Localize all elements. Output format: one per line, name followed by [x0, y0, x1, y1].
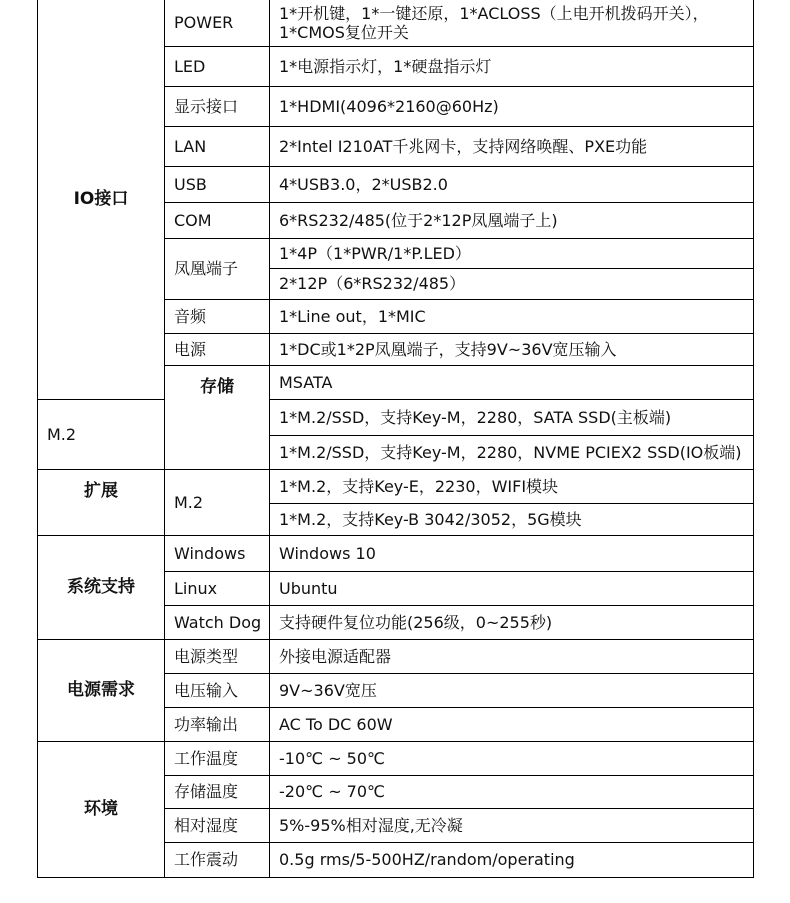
- section-power: 电源需求: [38, 639, 165, 741]
- row-value: -20℃ ~ 70℃: [270, 775, 754, 808]
- section-io: IO接口: [38, 0, 165, 399]
- row-value: 1*4P（1*PWR/1*P.LED）: [270, 238, 754, 268]
- section-expansion: 扩展: [38, 469, 165, 535]
- row-value: 1*M.2/SSD，支持Key-M，2280，SATA SSD(主板端): [270, 399, 754, 435]
- row-value: 1*M.2，支持Key-E，2230，WIFI模块: [270, 469, 754, 503]
- table-row: [38, 639, 754, 673]
- table-row: [38, 741, 754, 775]
- row-value: 1*HDMI(4096*2160@60Hz): [270, 86, 754, 126]
- row-value: 支持硬件复位功能(256级，0~255秒): [270, 605, 754, 639]
- row-label: 电压输入: [165, 673, 270, 707]
- row-value: 1*开机键，1*一键还原，1*ACLOSS（上电开机拨码开关），1*CMOS复位开关: [270, 0, 754, 46]
- row-label: M.2: [38, 399, 165, 469]
- row-value: 5%-95%相对湿度,无冷凝: [270, 808, 754, 842]
- row-label: MSATA: [270, 365, 754, 399]
- spec-table: [37, 0, 754, 878]
- row-value: 1*电源指示灯，1*硬盘指示灯: [270, 46, 754, 86]
- table-row: [38, 0, 754, 46]
- row-label: POWER: [165, 0, 270, 46]
- row-label: M.2: [165, 469, 270, 535]
- row-label: USB: [165, 166, 270, 202]
- row-value: AC To DC 60W: [270, 707, 754, 741]
- row-label: Linux: [165, 571, 270, 605]
- row-value: 外接电源适配器: [270, 639, 754, 673]
- row-label: COM: [165, 202, 270, 238]
- row-value: 1*Line out，1*MIC: [270, 299, 754, 333]
- row-label: 功率输出: [165, 707, 270, 741]
- row-label: Watch Dog: [165, 605, 270, 639]
- table-row: [38, 399, 754, 435]
- row-value: 2*Intel I210AT千兆网卡，支持网络唤醒、PXE功能: [270, 126, 754, 166]
- row-label: LAN: [165, 126, 270, 166]
- row-label: 电源类型: [165, 639, 270, 673]
- section-os: 系统支持: [38, 535, 165, 639]
- row-value: 1*M.2，支持Key-B 3042/3052，5G模块: [270, 503, 754, 535]
- row-label: 工作温度: [165, 741, 270, 775]
- row-label: Windows: [165, 535, 270, 571]
- row-label: 电源: [165, 333, 270, 365]
- section-storage: 存储: [165, 365, 270, 469]
- section-env: 环境: [38, 741, 165, 877]
- row-label: 音频: [165, 299, 270, 333]
- row-value: Ubuntu: [270, 571, 754, 605]
- row-label: 相对湿度: [165, 808, 270, 842]
- row-label: 存储温度: [165, 775, 270, 808]
- row-label: 工作震动: [165, 842, 270, 877]
- row-label: 显示接口: [165, 86, 270, 126]
- row-value: -10℃ ~ 50℃: [270, 741, 754, 775]
- table-row: [38, 469, 754, 503]
- row-value: Windows 10: [270, 535, 754, 571]
- row-value: 4*USB3.0，2*USB2.0: [270, 166, 754, 202]
- row-value: 9V~36V宽压: [270, 673, 754, 707]
- row-value: 1*M.2/SSD，支持Key-M，2280，NVME PCIEX2 SSD(IO板端): [270, 435, 754, 469]
- table-row: [38, 535, 754, 571]
- row-value: 6*RS232/485(位于2*12P凤凰端子上): [270, 202, 754, 238]
- row-label: LED: [165, 46, 270, 86]
- row-value: 0.5g rms/5-500HZ/random/operating: [270, 842, 754, 877]
- row-value: 2*12P（6*RS232/485）: [270, 268, 754, 299]
- row-value: 1*DC或1*2P凤凰端子，支持9V~36V宽压输入: [270, 333, 754, 365]
- row-label: 凤凰端子: [165, 238, 270, 299]
